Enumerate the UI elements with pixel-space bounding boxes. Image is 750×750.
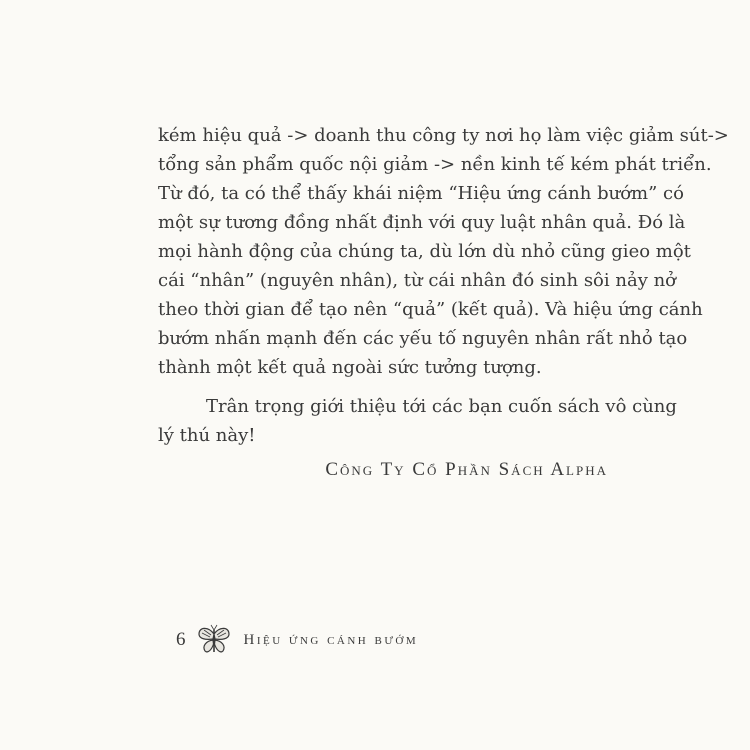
page-number: 6 bbox=[176, 629, 186, 650]
page-footer bbox=[176, 622, 418, 658]
body-line-2: tổng sản phẩm quốc nội giảm -> nền kinh tế kém phát triển. bbox=[158, 154, 712, 175]
body-line-6: cái “nhân” (nguyên nhân), từ cái nhân đó sinh sôi nảy nở bbox=[158, 270, 677, 291]
body-line-8: bướm nhấn mạnh đến các yếu tố nguyên nhân rất nhỏ tạo bbox=[158, 328, 688, 349]
body-line-7: theo thời gian để tạo nên “quả” (kết quả). Và hiệu ứng cánh bbox=[158, 299, 703, 320]
body-line-9: thành một kết quả ngoài sức tưởng tượng. bbox=[158, 357, 542, 378]
closing-line-1: Trân trọng giới thiệu tới các bạn cuốn sách vô cùng bbox=[206, 396, 677, 417]
publisher-signature: Công Ty Cổ Phần Sách Alpha bbox=[325, 459, 608, 480]
closing-line-2: lý thú này! bbox=[158, 425, 256, 446]
running-title: Hiệu ứng cánh bướm bbox=[243, 631, 419, 648]
butterfly-icon bbox=[196, 622, 232, 658]
body-line-1: kém hiệu quả -> doanh thu công ty nơi họ làm việc giảm sút-> bbox=[158, 125, 729, 146]
body-line-4: một sự tương đồng nhất định với quy luật nhân quả. Đó là bbox=[158, 212, 686, 233]
body-line-5: mọi hành động của chúng ta, dù lớn dù nhỏ cũng gieo một bbox=[158, 241, 691, 262]
body-line-3: Từ đó, ta có thể thấy khái niệm “Hiệu ứng cánh bướm” có bbox=[158, 183, 684, 204]
